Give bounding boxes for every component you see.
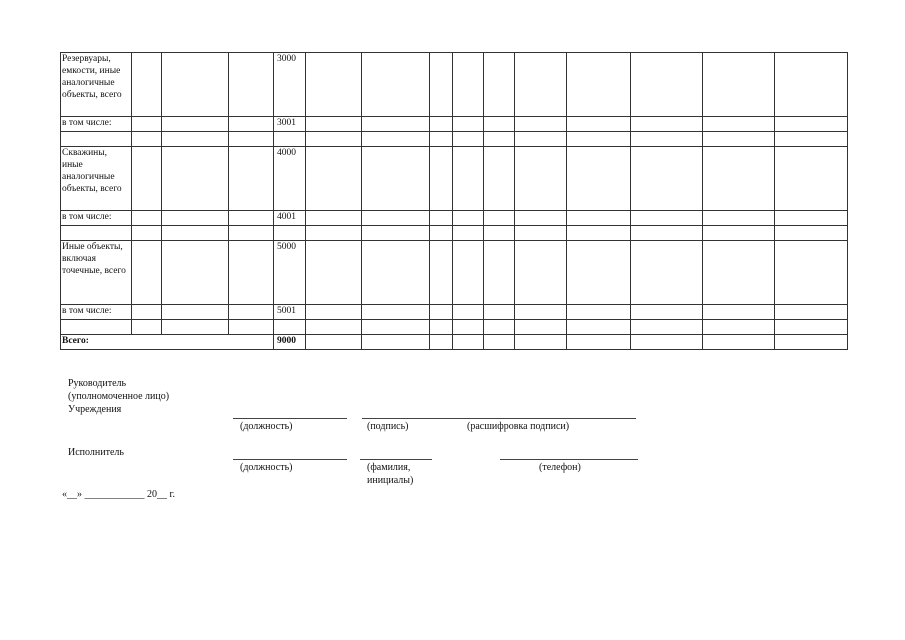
table-cell[interactable] — [229, 117, 274, 132]
table-cell[interactable] — [229, 211, 274, 226]
row-code: 4001 — [274, 211, 306, 226]
table-cell[interactable] — [567, 53, 631, 117]
table-cell[interactable] — [484, 335, 515, 350]
table-cell[interactable] — [484, 53, 515, 117]
table-row — [61, 335, 848, 350]
table-cell[interactable] — [453, 335, 484, 350]
table-cell[interactable] — [775, 147, 848, 211]
table-cell[interactable] — [453, 117, 484, 132]
table-cell[interactable] — [453, 241, 484, 305]
row-code: 9000 — [274, 335, 306, 350]
row-label: Иные объекты, включая точечные, всего — [61, 241, 132, 305]
table-cell[interactable] — [132, 320, 162, 335]
table-cell[interactable] — [631, 335, 703, 350]
row-code: 5000 — [274, 241, 306, 305]
table-cell[interactable] — [132, 305, 162, 320]
table-cell[interactable] — [162, 305, 229, 320]
table-row — [61, 241, 848, 305]
table-row — [61, 117, 848, 132]
table-cell[interactable] — [229, 320, 274, 335]
row-code — [274, 132, 306, 147]
table-cell[interactable] — [567, 305, 631, 320]
table-cell[interactable] — [703, 117, 775, 132]
table-row — [61, 132, 848, 147]
table-cell[interactable] — [430, 335, 453, 350]
table-cell[interactable] — [306, 226, 362, 241]
table-cell[interactable] — [567, 117, 631, 132]
table-cell[interactable] — [703, 132, 775, 147]
table-cell[interactable] — [775, 132, 848, 147]
row-code: 3001 — [274, 117, 306, 132]
table-cell[interactable] — [567, 241, 631, 305]
table-cell[interactable] — [631, 147, 703, 211]
table-cell[interactable] — [631, 320, 703, 335]
exec-caption-name-1: (фамилия, — [367, 462, 411, 473]
table-cell[interactable] — [362, 320, 430, 335]
table-cell[interactable] — [430, 132, 453, 147]
table-cell[interactable] — [306, 320, 362, 335]
table-cell[interactable] — [515, 117, 567, 132]
table-cell[interactable] — [162, 53, 229, 117]
table-cell[interactable] — [430, 320, 453, 335]
table-cell[interactable] — [703, 53, 775, 117]
row-label: в том числе: — [61, 211, 132, 226]
table-cell[interactable] — [775, 335, 848, 350]
row-code: 3000 — [274, 53, 306, 117]
table-cell[interactable] — [430, 305, 453, 320]
table-cell[interactable] — [430, 211, 453, 226]
table-cell[interactable] — [453, 147, 484, 211]
table-cell[interactable] — [132, 226, 162, 241]
row-label: Всего: — [61, 335, 274, 350]
table-cell[interactable] — [515, 147, 567, 211]
table-cell[interactable] — [430, 117, 453, 132]
table-cell[interactable] — [703, 335, 775, 350]
head-signature-line[interactable] — [362, 418, 636, 419]
table-cell[interactable] — [453, 53, 484, 117]
table-cell[interactable] — [484, 320, 515, 335]
table-cell[interactable] — [703, 241, 775, 305]
table-cell[interactable] — [362, 132, 430, 147]
table-cell[interactable] — [515, 241, 567, 305]
table-cell[interactable] — [703, 226, 775, 241]
row-code: 5001 — [274, 305, 306, 320]
table-cell[interactable] — [453, 226, 484, 241]
table-cell[interactable] — [484, 117, 515, 132]
row-code — [274, 226, 306, 241]
table-cell[interactable] — [703, 147, 775, 211]
table-cell[interactable] — [703, 305, 775, 320]
table-cell[interactable] — [453, 305, 484, 320]
table-cell[interactable] — [631, 241, 703, 305]
table-cell[interactable] — [362, 241, 430, 305]
head-caption-decoding: (расшифровка подписи) — [467, 421, 570, 432]
table-cell[interactable] — [775, 305, 848, 320]
table-cell[interactable] — [306, 117, 362, 132]
table-cell[interactable] — [703, 320, 775, 335]
row-label: в том числе: — [61, 117, 132, 132]
table-cell[interactable] — [306, 211, 362, 226]
table-cell[interactable] — [362, 53, 430, 117]
exec-caption-position: (должность) — [240, 462, 293, 473]
table-cell[interactable] — [362, 305, 430, 320]
table-cell[interactable] — [567, 211, 631, 226]
table-cell[interactable] — [631, 211, 703, 226]
table-cell[interactable] — [162, 241, 229, 305]
table-row — [61, 226, 848, 241]
executor-label: Исполнитель — [68, 447, 124, 458]
table-cell[interactable] — [453, 211, 484, 226]
table-cell[interactable] — [631, 53, 703, 117]
date-line[interactable]: «__» ____________ 20__ г. — [62, 489, 175, 500]
table-cell[interactable] — [775, 117, 848, 132]
row-label — [61, 132, 132, 147]
table-cell[interactable] — [515, 211, 567, 226]
table-cell[interactable] — [362, 147, 430, 211]
table-cell[interactable] — [362, 335, 430, 350]
table-cell[interactable] — [362, 211, 430, 226]
table-cell[interactable] — [162, 320, 229, 335]
table-cell[interactable] — [229, 147, 274, 211]
table-cell[interactable] — [515, 305, 567, 320]
table-cell[interactable] — [631, 305, 703, 320]
head-caption-position: (должность) — [240, 421, 293, 432]
table-cell[interactable] — [567, 132, 631, 147]
table-cell[interactable] — [484, 147, 515, 211]
table-cell[interactable] — [430, 226, 453, 241]
exec-position-line[interactable] — [233, 459, 347, 460]
table-cell[interactable] — [484, 226, 515, 241]
table-cell[interactable] — [775, 53, 848, 117]
table-cell[interactable] — [515, 53, 567, 117]
table-cell[interactable] — [162, 147, 229, 211]
table-cell[interactable] — [362, 226, 430, 241]
table-row — [61, 53, 848, 117]
table-cell[interactable] — [567, 147, 631, 211]
head-title-line2: (уполномоченное лицо) — [68, 391, 170, 402]
exec-caption-phone: (телефон) — [539, 462, 581, 473]
table-cell[interactable] — [362, 117, 430, 132]
row-label: в том числе: — [61, 305, 132, 320]
table-cell[interactable] — [775, 211, 848, 226]
table-cell[interactable] — [306, 53, 362, 117]
table-cell[interactable] — [631, 117, 703, 132]
table-cell[interactable] — [132, 117, 162, 132]
table-cell[interactable] — [515, 132, 567, 147]
table-row — [61, 147, 848, 211]
table-cell[interactable] — [162, 132, 229, 147]
table-cell[interactable] — [775, 320, 848, 335]
table-cell[interactable] — [430, 241, 453, 305]
table-cell[interactable] — [162, 226, 229, 241]
table-cell[interactable] — [631, 226, 703, 241]
head-position-line[interactable] — [233, 418, 347, 419]
table-cell[interactable] — [484, 211, 515, 226]
table-row — [61, 305, 848, 320]
table-cell[interactable] — [484, 132, 515, 147]
table-cell[interactable] — [229, 241, 274, 305]
table-cell[interactable] — [515, 226, 567, 241]
table-cell[interactable] — [132, 211, 162, 226]
table-cell[interactable] — [775, 241, 848, 305]
row-code: 4000 — [274, 147, 306, 211]
table-cell[interactable] — [132, 147, 162, 211]
table-cell[interactable] — [229, 132, 274, 147]
table-cell[interactable] — [515, 335, 567, 350]
table-cell[interactable] — [703, 211, 775, 226]
table-cell[interactable] — [132, 241, 162, 305]
row-label: Резервуары, емкости, иные аналогичные объекты, всего — [61, 53, 132, 117]
table-cell[interactable] — [132, 53, 162, 117]
row-label — [61, 226, 132, 241]
table-cell[interactable] — [775, 226, 848, 241]
exec-phone-line[interactable] — [500, 459, 638, 460]
row-label: Скважины, иные аналогичные объекты, всего — [61, 147, 132, 211]
table-cell[interactable] — [229, 226, 274, 241]
table-cell[interactable] — [229, 53, 274, 117]
table-cell[interactable] — [430, 53, 453, 117]
table-cell[interactable] — [132, 132, 162, 147]
table-cell[interactable] — [515, 320, 567, 335]
data-table — [60, 52, 848, 350]
row-code — [274, 320, 306, 335]
table-cell[interactable] — [162, 117, 229, 132]
head-caption-signature: (подпись) — [367, 421, 409, 432]
table-cell[interactable] — [484, 305, 515, 320]
table-cell[interactable] — [453, 132, 484, 147]
exec-name-line[interactable] — [360, 459, 432, 460]
table-cell[interactable] — [631, 132, 703, 147]
table-row — [61, 320, 848, 335]
head-title-line3: Учреждения — [68, 404, 122, 415]
table-cell[interactable] — [162, 211, 229, 226]
head-title-line1: Руководитель — [68, 378, 127, 389]
table-cell[interactable] — [306, 132, 362, 147]
table-cell[interactable] — [306, 305, 362, 320]
table-cell[interactable] — [306, 147, 362, 211]
table-row — [61, 211, 848, 226]
row-label — [61, 320, 132, 335]
table-cell[interactable] — [567, 226, 631, 241]
table-cell[interactable] — [430, 147, 453, 211]
exec-caption-name-2: инициалы) — [367, 475, 414, 486]
table-cell[interactable] — [567, 320, 631, 335]
table-cell[interactable] — [306, 241, 362, 305]
table-cell[interactable] — [567, 335, 631, 350]
table-cell[interactable] — [484, 241, 515, 305]
table-cell[interactable] — [453, 320, 484, 335]
table-cell[interactable] — [306, 335, 362, 350]
table-cell[interactable] — [229, 305, 274, 320]
